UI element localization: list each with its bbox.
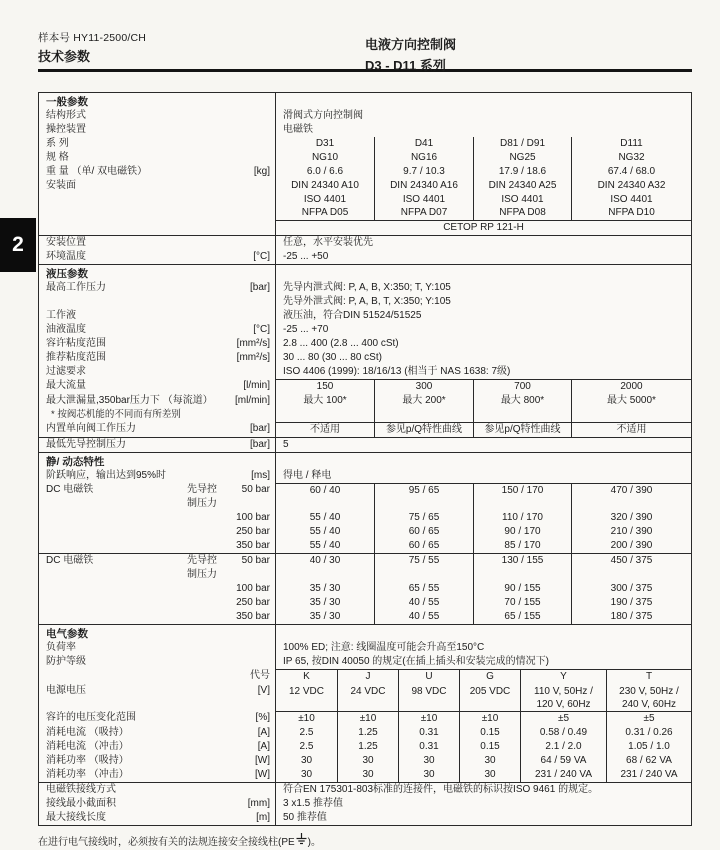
row-mounting-position: [39, 235, 691, 250]
value-cell: 85 / 170: [473, 539, 571, 553]
row-label: 内置单向阀工作压力: [46, 422, 136, 434]
value-cell: NG25: [473, 151, 571, 165]
pilot-pressure-label: 先导控制压力: [187, 554, 217, 580]
value-cell: DIN 24340 A32 ISO 4401 NFPA D10: [571, 179, 691, 220]
section-hydraulic: [39, 264, 691, 281]
value-cell: ±10: [459, 712, 520, 726]
row-fluid-temp: [39, 323, 691, 337]
pressure-label: 250 bar: [236, 596, 270, 608]
value-cell: DIN 24340 A16 ISO 4401 NFPA D07: [374, 179, 473, 220]
value-cell: 95 / 65: [374, 484, 473, 511]
value-cell: NG16: [374, 151, 473, 165]
value-cell: 130 / 155: [473, 554, 571, 582]
unit-label: [W]: [255, 754, 270, 766]
row-dc-group2-250bar: [39, 596, 691, 610]
row-weight: [39, 165, 691, 179]
unit-label: [ml/min]: [235, 394, 270, 406]
row-supply-voltage: [39, 684, 691, 711]
section-dynamic: [39, 452, 691, 469]
row-value: 5: [275, 438, 691, 452]
series-title: D3 - D11 系列: [365, 58, 446, 73]
row-value: 滑阀式方向控制阀: [275, 109, 691, 123]
pressure-label: 350 bar: [236, 539, 270, 551]
row-dc-group1-100bar: [39, 511, 691, 525]
value-cell: 205 VDC: [459, 684, 520, 711]
row-viscosity-allowed: [39, 337, 691, 351]
row-value: 3 x1.5 推荐值: [275, 797, 691, 811]
pressure-label: 50 bar: [241, 483, 270, 495]
row-value: 电磁铁: [275, 123, 691, 137]
value-cell: 450 / 375: [571, 554, 691, 582]
chapter-tab-number: 2: [12, 233, 24, 256]
value-cell: ±10: [298, 712, 315, 724]
safety-note-text-end: )。: [307, 836, 322, 848]
safety-note-text: 在进行电气接线时，必须按有关的法规连接安全接线柱(PE: [38, 836, 295, 848]
row-series: [39, 137, 691, 151]
value-cell: 64 / 59 VA: [520, 754, 606, 768]
row-value: -25 ... +70: [275, 323, 691, 337]
row-label: 过滤要求: [46, 365, 86, 377]
value-cell: 65 / 55: [374, 582, 473, 596]
row-actuation: [39, 123, 691, 137]
value-cell: 231 / 240 VA: [520, 768, 606, 782]
section-electrical: [39, 624, 691, 641]
unit-label: [mm²/s]: [236, 337, 270, 349]
value-cell: 90 / 170: [473, 525, 571, 539]
value-cell: 470 / 390: [571, 484, 691, 511]
value-cell: 0.31: [398, 740, 459, 754]
value-cell: 0.31 / 0.26: [606, 726, 691, 740]
row-step-response: [39, 469, 691, 483]
unit-label: [V]: [257, 684, 270, 696]
unit-label: [ms]: [251, 469, 270, 481]
value-cell: 参见p/Q特性曲线: [374, 423, 473, 437]
section-title: 液压参数: [46, 267, 88, 280]
row-label: 环境温度: [46, 250, 86, 262]
row-label: 容许粘度范围: [46, 337, 106, 349]
row-value: -25 ... +50: [275, 250, 691, 264]
row-label: 消耗功率 （吸持）: [46, 754, 129, 766]
row-dc-group2-100bar: [39, 582, 691, 596]
value-cell: 不适用: [310, 423, 340, 435]
value-cell: 1.25: [337, 726, 398, 740]
value-cell: CETOP RP 121-H: [275, 220, 691, 235]
row-dc-group1-350bar: [39, 539, 691, 553]
row-label: 推荐粘度范围: [46, 351, 106, 363]
row-value: 100% ED; 注意: 线圈温度可能会升高至150°C: [275, 641, 691, 655]
value-cell: 60 / 40: [309, 484, 341, 496]
footnote: * 按阀芯机能的不同而有所差别: [51, 408, 181, 420]
row-label: 容许的电压变化范围: [46, 711, 136, 723]
value-cell: 24 VDC: [337, 684, 398, 711]
datasheet-page: [38, 30, 692, 848]
unit-label: [bar]: [249, 281, 270, 293]
value-cell: 67.4 / 68.0: [571, 165, 691, 179]
row-label: 电源电压: [46, 684, 86, 696]
value-cell: 2.5: [299, 740, 314, 752]
value-cell: 17.9 / 18.6: [473, 165, 571, 179]
row-current-holding: [39, 726, 691, 740]
row-value: 先导内泄式阀: P, A, B, X:350; T, Y:105 先导外泄式阀: P, A, B, T, X:350; Y:105: [275, 281, 691, 309]
row-cetop: [39, 220, 691, 235]
row-label: 油液温度: [46, 323, 86, 335]
value-cell: 190 / 375: [571, 596, 691, 610]
row-min-pilot-pressure: [39, 437, 691, 452]
pressure-label: 50 bar: [241, 554, 270, 566]
value-cell: 12 VDC: [288, 685, 324, 697]
value-cell: 150 / 170: [473, 484, 571, 511]
value-cell: 90 / 155: [473, 582, 571, 596]
code-cell: K: [303, 670, 310, 682]
row-label: 工作液: [46, 309, 76, 321]
value-cell: 230 V, 50Hz / 240 V, 60Hz: [606, 684, 691, 711]
value-cell: 30: [398, 754, 459, 768]
value-cell: 180 / 375: [571, 610, 691, 624]
value-cell: ±10: [337, 712, 398, 726]
row-ambient-temp: [39, 250, 691, 264]
row-value: ISO 4406 (1999): 18/16/13 (相当于 NAS 1638: 7级): [275, 365, 691, 379]
document-type: 技术参数: [38, 49, 91, 64]
value-cell: 40 / 55: [374, 596, 473, 610]
code-cell: T: [606, 670, 691, 684]
row-dc-group2-50bar: [39, 553, 691, 582]
row-label: 规 格: [46, 152, 69, 163]
value-cell: 6.0 / 6.6: [306, 166, 344, 177]
pe-ground-icon: [296, 833, 307, 848]
unit-label: [A]: [257, 740, 270, 752]
row-code: [39, 669, 691, 684]
value-cell: 210 / 390: [571, 525, 691, 539]
row-dc-group1-250bar: [39, 525, 691, 539]
row-max-wire-length: [39, 811, 691, 825]
value-cell: 150: [316, 380, 334, 392]
value-cell: 300: [374, 380, 473, 394]
row-label: 最低先导控制压力: [46, 438, 126, 450]
value-cell: 2000: [571, 380, 691, 394]
row-value: 得电 / 释电: [275, 469, 691, 483]
value-cell: 最大 200*: [374, 394, 473, 408]
row-value: 2.8 ... 400 (2.8 ... 400 cSt): [275, 337, 691, 351]
value-cell: NG10: [311, 152, 339, 163]
row-leakage-footnote: [39, 408, 691, 422]
value-cell: 55 / 40: [309, 525, 341, 537]
row-value: 任意，水平安装优先: [275, 236, 691, 250]
value-cell: 30: [337, 768, 398, 782]
value-cell: 1.05 / 1.0: [606, 740, 691, 754]
value-cell: 68 / 62 VA: [606, 754, 691, 768]
parameters-table: [38, 92, 692, 826]
row-label: 最高工作压力: [46, 281, 106, 293]
unit-label: [m]: [256, 811, 270, 823]
value-cell: 700: [473, 380, 571, 394]
row-max-leakage: [39, 394, 691, 408]
row-label: 操控装置: [46, 124, 86, 135]
page-header: [38, 30, 692, 73]
row-connection-type: [39, 782, 691, 797]
value-cell: 2.5: [299, 726, 314, 738]
unit-label: [°C]: [253, 250, 270, 262]
value-cell: 1.25: [337, 740, 398, 754]
unit-label: [A]: [257, 726, 270, 738]
row-value: IP 65, 按DIN 40050 的规定(在插上插头和安装完成的情况下): [275, 655, 691, 669]
value-cell: D111: [571, 137, 691, 151]
value-cell: D31: [315, 138, 335, 149]
value-cell: 75 / 65: [374, 511, 473, 525]
row-label: 消耗电流 （冲击）: [46, 740, 129, 752]
value-cell: 70 / 155: [473, 596, 571, 610]
value-cell: 0.15: [459, 726, 520, 740]
row-label: 负荷率: [46, 641, 76, 653]
unit-label: [%]: [255, 711, 270, 723]
product-title: 电液方向控制阀: [365, 37, 457, 52]
value-cell: 参见p/Q特性曲线: [473, 423, 571, 437]
value-cell: 98 VDC: [398, 684, 459, 711]
value-cell: 9.7 / 10.3: [374, 165, 473, 179]
row-power-holding: [39, 754, 691, 768]
row-value: 液压油，符合DIN 51524/51525: [275, 309, 691, 323]
value-cell: ±5: [606, 712, 691, 726]
row-protection-class: [39, 655, 691, 669]
value-cell: 40 / 30: [309, 554, 341, 566]
row-fluid: [39, 309, 691, 323]
unit-label: [kg]: [253, 166, 270, 177]
section-title: 一般参数: [46, 96, 88, 108]
value-cell: 60 / 65: [374, 539, 473, 553]
solenoid-type-label: DC 电磁铁: [46, 483, 94, 495]
chapter-tab: [0, 218, 36, 272]
value-cell: 30: [459, 754, 520, 768]
pressure-label: 100 bar: [236, 582, 270, 594]
value-cell: 110 / 170: [473, 511, 571, 525]
row-label: 消耗功率 （冲击）: [46, 768, 129, 780]
unit-label: [°C]: [253, 323, 270, 335]
value-cell: 40 / 55: [374, 610, 473, 624]
unit-label: [W]: [255, 768, 270, 780]
value-cell: 0.58 / 0.49: [520, 726, 606, 740]
section-title: 静/ 动态特性: [46, 455, 105, 468]
value-cell: ±5: [520, 712, 606, 726]
value-cell: 最大 5000*: [571, 394, 691, 408]
row-label: 阶跃响应，输出达到95%时: [46, 469, 167, 481]
pressure-label: 100 bar: [236, 511, 270, 523]
row-power-inrush: [39, 768, 691, 782]
header-right: [365, 34, 456, 74]
code-label: 代号: [250, 669, 270, 681]
row-value: 50 推荐值: [275, 811, 691, 825]
value-cell: 35 / 30: [309, 610, 341, 622]
row-current-inrush: [39, 740, 691, 754]
value-cell: 231 / 240 VA: [606, 768, 691, 782]
value-cell: D81 / D91: [473, 137, 571, 151]
value-cell: 320 / 390: [571, 511, 691, 525]
code-cell: G: [459, 670, 520, 684]
solenoid-type-label: DC 电磁铁: [46, 554, 94, 566]
value-cell: DIN 24340 A25 ISO 4401 NFPA D08: [473, 179, 571, 220]
row-filtration: [39, 365, 691, 379]
row-label: 电磁铁接线方式: [46, 783, 116, 795]
value-cell: 200 / 390: [571, 539, 691, 553]
safety-note: [38, 833, 692, 848]
value-cell: 65 / 155: [473, 610, 571, 624]
value-cell: 75 / 55: [374, 554, 473, 582]
pressure-label: 350 bar: [236, 610, 270, 622]
row-voltage-tolerance: [39, 711, 691, 726]
value-cell: 35 / 30: [309, 582, 341, 594]
value-cell: ±10: [398, 712, 459, 726]
value-cell: 30: [398, 768, 459, 782]
row-max-flow: [39, 379, 691, 394]
value-cell: 2.1 / 2.0: [520, 740, 606, 754]
value-cell: 55 / 40: [309, 511, 341, 523]
row-label: 接线最小截面积: [46, 797, 116, 809]
value-cell: NG32: [571, 151, 691, 165]
unit-label: [mm²/s]: [236, 351, 270, 363]
value-cell: 不适用: [571, 423, 691, 437]
value-cell: D41: [374, 137, 473, 151]
value-cell: 30: [300, 754, 313, 766]
value-cell: 0.15: [459, 740, 520, 754]
row-structure: [39, 109, 691, 123]
row-size: [39, 151, 691, 165]
row-mounting-surface: [39, 179, 691, 220]
row-dc-group1-50bar: [39, 483, 691, 511]
section-general: [39, 93, 691, 109]
value-cell: 30: [300, 768, 313, 780]
row-label: 安装面: [46, 180, 76, 191]
section-title: 电气参数: [46, 627, 88, 640]
header-left: [38, 30, 146, 65]
row-viscosity-recommended: [39, 351, 691, 365]
value-cell: 60 / 65: [374, 525, 473, 539]
row-duty-cycle: [39, 641, 691, 655]
code-cell: J: [337, 670, 398, 684]
row-dc-group2-350bar: [39, 610, 691, 624]
value-cell: 110 V, 50Hz / 120 V, 60Hz: [520, 684, 606, 711]
row-wire-cross-section: [39, 797, 691, 811]
unit-label: [mm]: [247, 797, 270, 809]
code-cell: U: [398, 670, 459, 684]
row-value: 符合EN 175301-803标准的连接件，电磁铁的标识按ISO 9461 的规定。: [275, 783, 691, 797]
row-label: 结构形式: [46, 110, 86, 121]
value-cell: 最大 800*: [473, 394, 571, 408]
row-label: 最大接线长度: [46, 811, 106, 823]
pressure-label: 250 bar: [236, 525, 270, 537]
row-label: 安装位置: [46, 236, 86, 248]
unit-label: [l/min]: [243, 379, 270, 391]
value-cell: 最大 100*: [303, 394, 347, 406]
value-cell: 30: [459, 768, 520, 782]
row-label: 重 量 （单/ 双电磁铁）: [46, 166, 148, 177]
value-cell: 35 / 30: [309, 596, 341, 608]
row-label: 最大泄漏量,350bar压力下 （每流道）: [46, 394, 213, 406]
row-max-pressure: [39, 281, 691, 309]
code-cell: Y: [520, 670, 606, 684]
pilot-pressure-label: 先导控制压力: [187, 483, 217, 509]
value-cell: DIN 24340 A10 ISO 4401 NFPA D05: [291, 180, 359, 218]
row-label: 消耗电流 （吸持）: [46, 726, 129, 738]
value-cell: 0.31: [398, 726, 459, 740]
unit-label: [bar]: [249, 422, 270, 434]
value-cell: 55 / 40: [309, 539, 341, 551]
row-value: 30 ... 80 (30 ... 80 cSt): [275, 351, 691, 365]
row-check-valve: [39, 422, 691, 437]
row-label: 防护等级: [46, 655, 86, 667]
row-label: 系 列: [46, 138, 69, 149]
value-cell: 30: [337, 754, 398, 768]
row-label: 最大流量: [46, 379, 86, 391]
unit-label: [bar]: [249, 438, 270, 450]
document-number: 样本号 HY11-2500/CH: [38, 32, 147, 44]
value-cell: 300 / 375: [571, 582, 691, 596]
